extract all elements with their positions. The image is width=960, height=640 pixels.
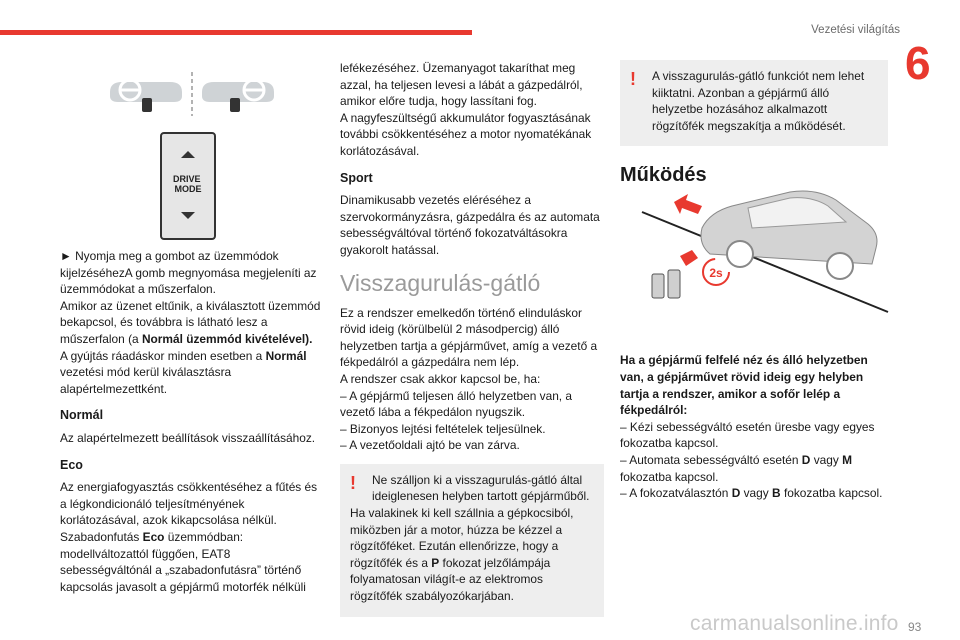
list-item: – Bizonyos lejtési feltételek teljesülnek.: [340, 421, 546, 436]
steering-wheel-left-icon: [110, 80, 182, 112]
sport-text: Dinamikusabb vezetés eléréséhez a szervokormányzásra, gázpedálra és az automata sebességváltóval történő fokozatváltásokra gyakorolt hatással.: [340, 193, 600, 257]
column-2: [340, 60, 604, 617]
eco-text: Az energiafogyasztás csökkentéséhez a fűtés és a légkondicionáló teljesítményének korlátozásával, azok kikapcsolása nélkül.: [60, 480, 318, 528]
steering-wheel-illustration: [108, 68, 276, 120]
normal-text: Az alapértelmezett beállítások visszaállításához.: [60, 430, 316, 445]
list-item: – A fokozatválasztón D vagy B fokozatba kapcsol.: [620, 486, 883, 501]
heading-hill-start-assist: Visszagurulás-gátló: [340, 269, 541, 296]
warning-text: Ne szálljon ki a visszagurulás-gátló által ideiglenesen helyben tartott gépjárműből.: [372, 472, 590, 504]
eco-freewheel-text: modellváltozattól függően, EAT8 sebességváltónál a „szabadonfutásra” történő kapcsolás javasolt a gépjármű motorfék nélküli: [60, 546, 306, 594]
eco-continuation: lefékezéséhez. Üzemanyagot takaríthat meg azzal, ha teljesen levesi a lábát a gázpedálról, amikor előre tudja, hogy lassítani fog.: [340, 61, 583, 109]
heading-eco: Eco: [60, 457, 83, 472]
list-item: – Kézi sebességváltó esetén üresbe vagy egyes fokozatba kapcsol.: [620, 419, 875, 451]
arrow-backward-icon: [674, 194, 702, 214]
warning-text-continued: Ha valakinek ki kell szállnia a gépkocsiból, miközben jár a motor, húzza be kézzel a rögzítőféket. Ezután ellenőrizze, hogy a rögzítőfék és a P fokozat jelzőlámpája folyamatosan világít-e az elektromos rögzítőfék szabályozókarjában.: [350, 506, 574, 604]
chapter-number: 6: [905, 37, 931, 89]
section-title: Vezetési világítás: [811, 24, 900, 36]
timer-icon: [703, 259, 729, 285]
steering-wheel-right-icon: [202, 80, 274, 112]
warning-box: [340, 464, 604, 617]
column-1: [60, 248, 324, 595]
warning-box: [620, 60, 888, 146]
heading-normal: Normál: [60, 408, 104, 423]
operation-intro: Ha a gépjármű felfelé néz és álló helyzetben van, a gépjárművet rövid ideig egy helyben tartja a rendszer, amikor a sofőr lelép a fékpedálról:: [620, 353, 868, 418]
list-item: – A gépjármű teljesen álló helyzetben van, a vezető lába a fékpedálon nyugszik.: [340, 388, 573, 420]
page-number: 93: [908, 620, 922, 634]
watermark: carmanualsonline.info: [690, 612, 899, 635]
hill-conditions-title: A rendszer csak akkor kapcsol be, ha:: [340, 371, 541, 386]
drive-mode-button: [160, 132, 216, 240]
warning-icon: !: [350, 472, 356, 493]
header-accent-bar: [0, 30, 472, 35]
list-item: – Automata sebességváltó esetén D vagy M fokozatba kapcsol.: [620, 452, 853, 484]
pedals-icon: [652, 250, 698, 298]
paragraph-message: Amikor az üzenet eltűnik, a kiválasztott üzemmód bekapcsol, és továbbra is látható lesz a műszerfalon (a Normál üzemmód kivételével).: [60, 298, 321, 346]
warning-text: A visszagurulás-gátló funkciót nem lehet kiiktatni. Azonban a gépjármű álló helyzetbe hozásához alkalmazott rögzítőfék megszakítja a működését.: [652, 69, 865, 133]
heading-operation: Működés: [620, 164, 707, 187]
hill-start-illustration: [640, 184, 890, 314]
drive-mode-label: DRIVE MODE: [172, 174, 202, 194]
heading-sport: Sport: [340, 170, 373, 185]
list-item: – A vezetőoldali ajtó be van zárva.: [340, 438, 520, 453]
eco-freewheel-title: Szabadonfutás Eco üzemmódban:: [60, 529, 244, 544]
instruction-press-button: ► Nyomja meg a gombot az üzemmódok kijelzéséhezA gomb megnyomása megjeleníti az üzemmódokat a műszerfalon.: [60, 249, 317, 297]
timer-label: 2s: [709, 266, 723, 280]
hill-intro: Ez a rendszer emelkedőn történő elinduláskor rövid ideig (körülbelül 2 másodpercig) álló helyzetben tartja a gépjárművet, amíg a vezető a fékpedálról a gázpedálra nem lép.: [340, 305, 598, 370]
eco-battery: A nagyfeszültségű akkumulátor fogyasztásának további csökkentéséhez a motor nyomatékának korlátozásával.: [340, 110, 592, 158]
paragraph-default: A gyújtás ráadáskor minden esetben a Normál vezetési mód kerül kiválasztásra alapértelmezettként.: [60, 348, 307, 396]
warning-icon: !: [630, 69, 636, 89]
